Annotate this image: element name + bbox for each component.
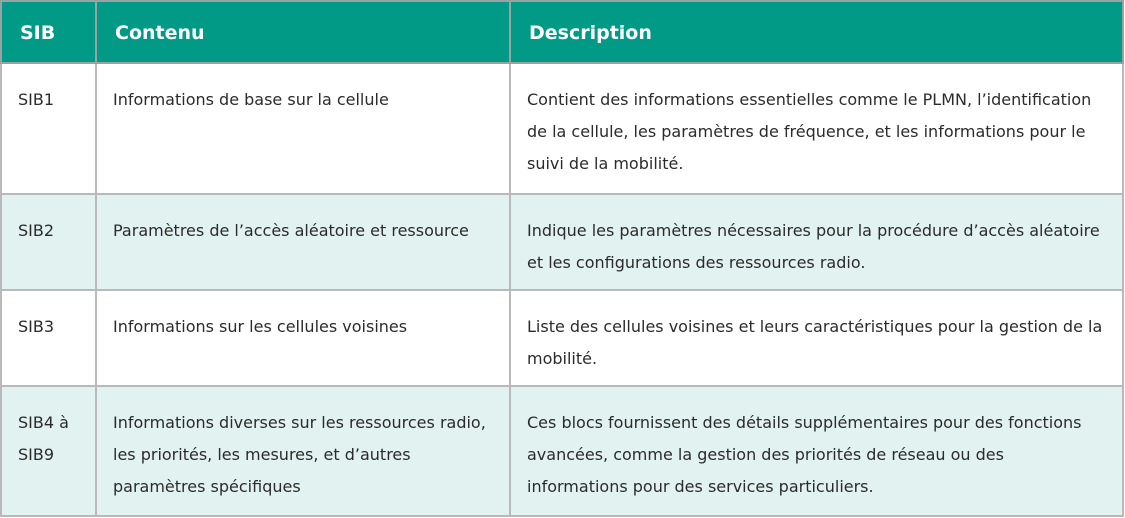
table-row <box>1 63 1123 194</box>
cell-sib: SIB3 <box>1 290 96 386</box>
cell-sib: SIB1 <box>1 63 96 194</box>
cell-description: Ces blocs fournissent des détails supplémentaires pour des fonctions avancées, comme la gestion des priorités de réseau ou des informations pour des services particuliers. <box>510 386 1123 516</box>
cell-contenu: Paramètres de l’accès aléatoire et ressource <box>96 194 510 290</box>
header-contenu: Contenu <box>96 1 510 63</box>
table-row <box>1 290 1123 386</box>
cell-description: Indique les paramètres nécessaires pour la procédure d’accès aléatoire et les configurations des ressources radio. <box>510 194 1123 290</box>
header-row <box>1 1 1123 63</box>
cell-contenu: Informations de base sur la cellule <box>96 63 510 194</box>
cell-sib: SIB4 à SIB9 <box>1 386 96 516</box>
cell-contenu: Informations diverses sur les ressources radio, les priorités, les mesures, et d’autres paramètres spécifiques <box>96 386 510 516</box>
table-body <box>1 63 1123 516</box>
table-row <box>1 194 1123 290</box>
cell-sib: SIB2 <box>1 194 96 290</box>
table-header <box>1 1 1123 63</box>
table-row <box>1 386 1123 516</box>
cell-contenu: Informations sur les cellules voisines <box>96 290 510 386</box>
header-sib: SIB <box>1 1 96 63</box>
cell-description: Liste des cellules voisines et leurs caractéristiques pour la gestion de la mobilité. <box>510 290 1123 386</box>
cell-description: Contient des informations essentielles comme le PLMN, l’identification de la cellule, les paramètres de fréquence, et les informations pour le suivi de la mobilité. <box>510 63 1123 194</box>
header-description: Description <box>510 1 1123 63</box>
